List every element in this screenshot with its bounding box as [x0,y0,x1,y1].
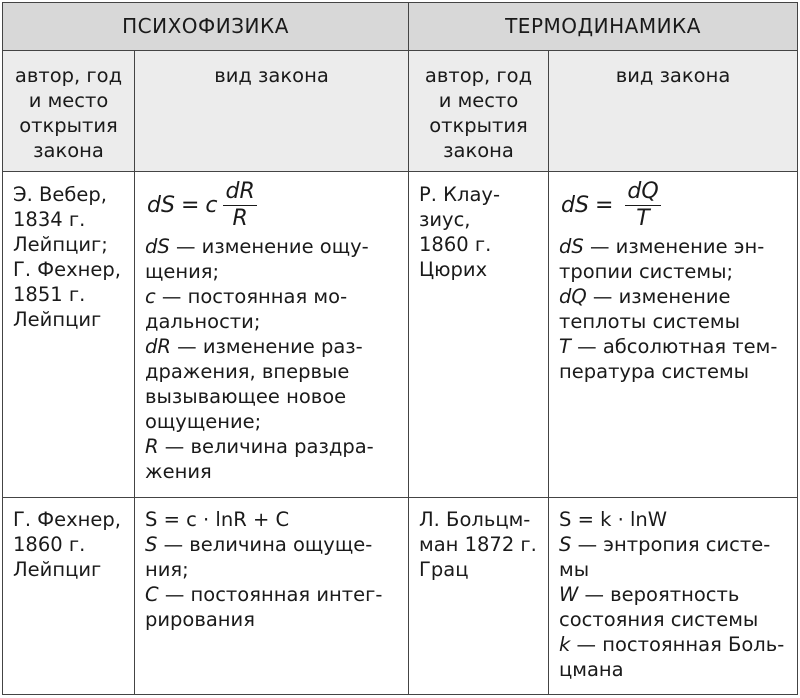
definition-line [559,657,789,682]
definition-line [145,557,400,582]
definition-text: дальности; [145,310,261,333]
author-line: 1860 г. [13,533,86,556]
col-law-thermo [549,51,798,172]
definition-text: вызывающее новое [145,385,347,408]
fraction-denominator: T [636,205,650,231]
section-header-row [3,3,798,51]
author-line: Лейпциг [13,308,102,331]
definition-text: — энтропия систе- [571,533,771,556]
formula-fraction [223,179,256,232]
definition-line [559,632,789,657]
col-law-label: вид закона [214,64,329,87]
col-law-psy [135,51,409,172]
author-line: Л. Больцм- [419,508,531,531]
definition-variable: T [559,335,571,358]
definition-line [145,582,400,607]
fraction-denominator: R [232,205,248,231]
definition-text: — постоянная мо- [155,285,348,308]
definition-variable: dS [145,235,170,258]
definition-line [559,284,789,309]
author-line: 1834 г. [13,208,86,231]
definition-text: ощущение; [145,410,262,433]
definitions [559,234,789,384]
thermo-law-cell [549,498,798,695]
definitions [145,234,400,484]
col-author-line: закона [443,139,514,162]
definition-line [145,334,400,359]
definition-text: рирования [145,608,255,631]
definition-variable: S [559,533,572,556]
col-law-label: вид закона [615,64,731,87]
col-author-line: автор, год [424,64,533,87]
definition-line [559,334,789,359]
formula-fraction [625,179,660,232]
clausius-formula [559,176,789,234]
thermo-author-cell [409,172,549,498]
definition-variable: dR [145,335,171,358]
definition-text: — величина ощуще- [157,533,373,556]
author-line: Г. Фехнер, [13,508,121,531]
formula-equals: = [180,192,200,218]
definition-line [559,582,789,607]
definition-line [559,234,789,259]
definition-text: ния; [145,558,189,581]
definition-text: теплоты системы [559,310,741,333]
definition-variable: dQ [559,285,587,308]
fraction-numerator: dR [225,178,255,204]
definitions [145,532,400,632]
definition-variable: C [145,583,159,606]
psy-author-cell [3,498,135,695]
definition-line [145,359,400,384]
boltzmann-formula: S = k · lnW [559,508,668,531]
author-line: зиус, [419,208,471,231]
definition-variable: dS [559,235,584,258]
definition-line [145,309,400,334]
definition-line [145,284,400,309]
col-author-psy [3,51,135,172]
col-author-line: открытия [19,114,118,137]
definition-text: цмана [559,658,624,681]
definition-variable: R [145,435,159,458]
weber-fechner-formula [145,176,400,234]
definition-text: мы [559,558,590,581]
formula-lhs: dS [561,192,589,218]
author-line: Грац [419,558,469,581]
definition-line [559,532,789,557]
col-author-thermo [409,51,549,172]
definition-line [145,532,400,557]
psy-author-cell [3,172,135,498]
definition-text: — изменение эн- [583,235,765,258]
psy-law-cell [135,498,409,695]
definition-text: — изменение раз- [170,335,363,358]
col-author-line: автор, год [14,64,123,87]
definition-text: — постоянная Боль- [570,633,785,656]
thermo-law-cell [549,172,798,498]
definition-line [559,309,789,334]
definition-line [559,359,789,384]
author-line: 1860 г. [419,233,492,256]
definition-line [145,459,400,484]
author-line: Р. Клау- [419,183,500,206]
author-line: ман 1872 г. [419,533,537,556]
col-author-line: и место [28,89,109,112]
definition-text: — изменение [586,285,731,308]
definition-text: пература системы [559,360,750,383]
definition-line [145,434,400,459]
definitions [559,532,789,682]
formula-lhs: dS [147,192,175,218]
section-psychophysics: ПСИХОФИЗИКА [3,3,409,51]
table-row [3,172,798,498]
definition-line [145,607,400,632]
definition-line [559,259,789,284]
column-header-row [3,51,798,172]
definition-line [145,409,400,434]
comparison-table [2,2,798,695]
definition-text: — постоянная интег- [158,583,383,606]
formula-equals: = [594,192,614,218]
fraction-numerator: dQ [627,178,659,204]
section-thermodynamics: ТЕРМОДИНАМИКА [409,3,798,51]
definition-text: щения; [145,260,220,283]
definition-text: жения [145,460,212,483]
definition-variable: S [145,533,158,556]
col-author-line: закона [33,139,104,162]
definition-text: — величина раздра- [158,435,374,458]
author-line: Э. Вебер, [13,183,107,206]
author-line: Лейпциг; [13,233,108,256]
author-line: Г. Фехнер, [13,258,121,281]
table-row [3,498,798,695]
definition-line [145,234,400,259]
author-line: 1851 г. [13,283,86,306]
definition-text: — изменение ощу- [169,235,369,258]
definition-line [559,557,789,582]
author-line: Цюрих [419,258,488,281]
author-line: Лейпциг [13,558,102,581]
definition-variable: c [145,285,156,308]
psy-law-cell [135,172,409,498]
formula-coef: c [205,192,218,218]
fechner-formula: S = c · lnR + C [145,508,290,531]
definition-line [145,384,400,409]
definition-line [145,259,400,284]
definition-text: дражения, впервые [145,360,350,383]
definition-line [559,607,789,632]
definition-text: состояния системы [559,608,759,631]
definition-text: тропии системы; [559,260,734,283]
thermo-author-cell [409,498,549,695]
definition-variable: k [559,633,571,656]
col-author-line: открытия [429,114,528,137]
definition-text: — вероятность [578,583,740,606]
col-author-line: и место [438,89,519,112]
definition-variable: W [559,583,579,606]
definition-text: — абсолютная тем- [570,335,778,358]
